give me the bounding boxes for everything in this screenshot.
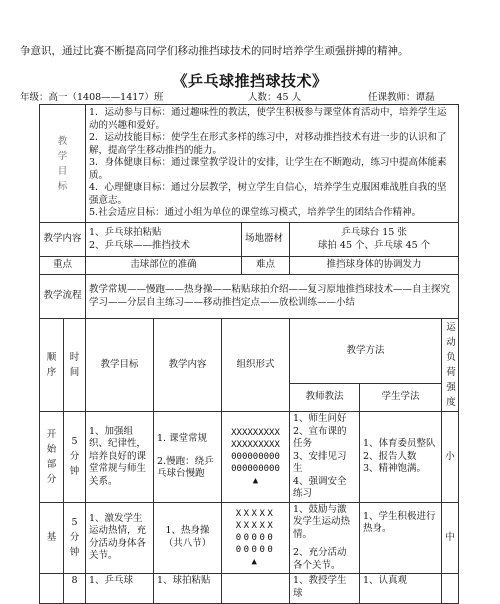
difficulty-value: 推挡球身体的协调发力 — [290, 257, 459, 275]
column-header-row — [40, 319, 459, 384]
venue-item: 球拍 45 个、乒乓球 45 个 — [317, 239, 431, 251]
grade-field: 年级：高一（1408——1417）班 — [20, 92, 164, 103]
header-load: 运动负荷强度 — [442, 319, 459, 412]
row-content: 1、热身操 （共八节） — [154, 502, 222, 574]
row-load: 中 — [442, 502, 459, 574]
objective-participation: 1．运动参与目标：通过趣味性的教法，使学生积极参与课堂体育活动中，培养学生运动的兴趣和爱好。 — [89, 107, 447, 131]
header-goal: 教学目标 — [86, 319, 154, 412]
process-cell: 教学常规——慢跑——热身操——粘贴球拍介绍——复习原地推挡球技术——自主探究学习——分层自主练习——移动推挡定点——放松训练——小结 — [86, 275, 459, 319]
process-label: 教学流程 — [40, 275, 86, 319]
lesson-plan-table — [39, 104, 459, 604]
content-item: 2、乒乓球——推挡技术 — [89, 239, 191, 251]
header-teacher-method: 教师教法 — [290, 384, 360, 412]
difficulty-label: 难点 — [242, 257, 290, 275]
header-method: 教学方法 — [290, 319, 442, 384]
venue-label: 场地器材 — [242, 223, 290, 257]
formation-diagram — [222, 574, 290, 604]
objective-social: 5.社会适应目标：通过小组为单位的课堂练习模式，培养学生的团结合作精神。 — [89, 207, 422, 219]
row-order: 开始部分 — [40, 412, 64, 503]
formation-diagram: XXXXXXXXX XXXXXXXXX 000000000 000000000 ▲ — [222, 412, 290, 503]
row-teacher-method: 1、鼓励与激发学生运动热情。 2、充分活动各个关节。 — [290, 502, 360, 574]
objective-skill: 2．运动技能目标：使学生在形式多样的练习中，对移动推挡技术有进一步的认识和了解，提高学生移动推挡的能力。 — [89, 132, 447, 156]
row-teacher-method: 1、师生问好 2、宣布课的任务 3、安排见习生 4、强调安全练习 — [290, 412, 360, 503]
objectives-cell — [86, 105, 459, 223]
row-order — [40, 574, 64, 604]
venue-item: 乒乓球台 15 张 — [341, 227, 407, 238]
objective-physical: 3．身体健康目标：通过课堂教学设计的安排，让学生在不断跑动，练习中提高体能素质。 — [89, 157, 447, 181]
header-organization: 组织形式 — [222, 319, 290, 412]
content-cell — [86, 223, 242, 257]
row-time: 5分钟 — [64, 412, 86, 503]
teacher-marker-icon: ▲ — [251, 556, 260, 567]
student-count-field: 人数：45 人 — [248, 92, 302, 103]
row-goal: 1、乒乓球 — [86, 574, 154, 604]
header-student-method: 学生学法 — [360, 384, 442, 412]
key-value: 击球部位的准确 — [86, 257, 242, 275]
content-label: 教学内容 — [40, 223, 86, 257]
row-content: 1、球拍粘贴 — [154, 574, 222, 604]
objective-mental: 4．心理健康目标：通过分层教学，树立学生自信心，培养学生克服困难战胜自我的坚强意志。 — [89, 182, 447, 206]
row-time: 8 — [64, 574, 86, 604]
header-time: 时间 — [64, 319, 86, 412]
content-row — [40, 223, 459, 257]
row-goal: 1、激发学生运动热情，充分活动身体各关节。 — [86, 502, 154, 574]
table-row — [40, 412, 459, 503]
row-student-method: 1、学生积极进行热身。 — [360, 502, 442, 574]
row-student-method: 1、认真观 — [360, 574, 442, 604]
table-row — [40, 502, 459, 574]
content-item: 1、乒乓球拍粘贴 — [89, 227, 162, 238]
row-teacher-method: 1、教授学生球 — [290, 574, 360, 604]
row-goal: 1、加强组织、纪律性，培养良好的课堂常规与师生关系。 — [86, 412, 154, 503]
table-row — [40, 574, 459, 604]
teacher-field: 任课教师：谭磊 — [368, 92, 435, 103]
header-order: 顺序 — [40, 319, 64, 412]
row-load: 小 — [442, 412, 459, 503]
formation-diagram: XXXXX XXXXX 00000 00000 ▲ — [222, 502, 290, 574]
row-time: 5分钟 — [64, 502, 86, 574]
objectives-label: 教学目标 — [40, 105, 86, 223]
row-load — [442, 574, 459, 604]
venue-cell — [290, 223, 459, 257]
intro-paragraph: 争意识，通过比赛不断提高同学们移动推挡球技术的同时培养学生顽强拼搏的精神。 — [20, 45, 409, 57]
document-title: 《乒乓球推挡球技术》 — [172, 72, 328, 90]
row-content: 1. 课堂常规 2.慢跑：绕乒乓球台慢跑 — [154, 412, 222, 503]
header-content: 教学内容 — [154, 319, 222, 412]
objectives-row — [40, 105, 459, 223]
process-row — [40, 275, 459, 319]
key-label: 重点 — [40, 257, 86, 275]
row-order: 基 — [40, 502, 64, 574]
teacher-marker-icon: ▲ — [252, 475, 259, 486]
row-student-method: 1、体育委员整队 2、报告人数 3、精神饱满。 — [360, 412, 442, 503]
key-points-row — [40, 257, 459, 275]
